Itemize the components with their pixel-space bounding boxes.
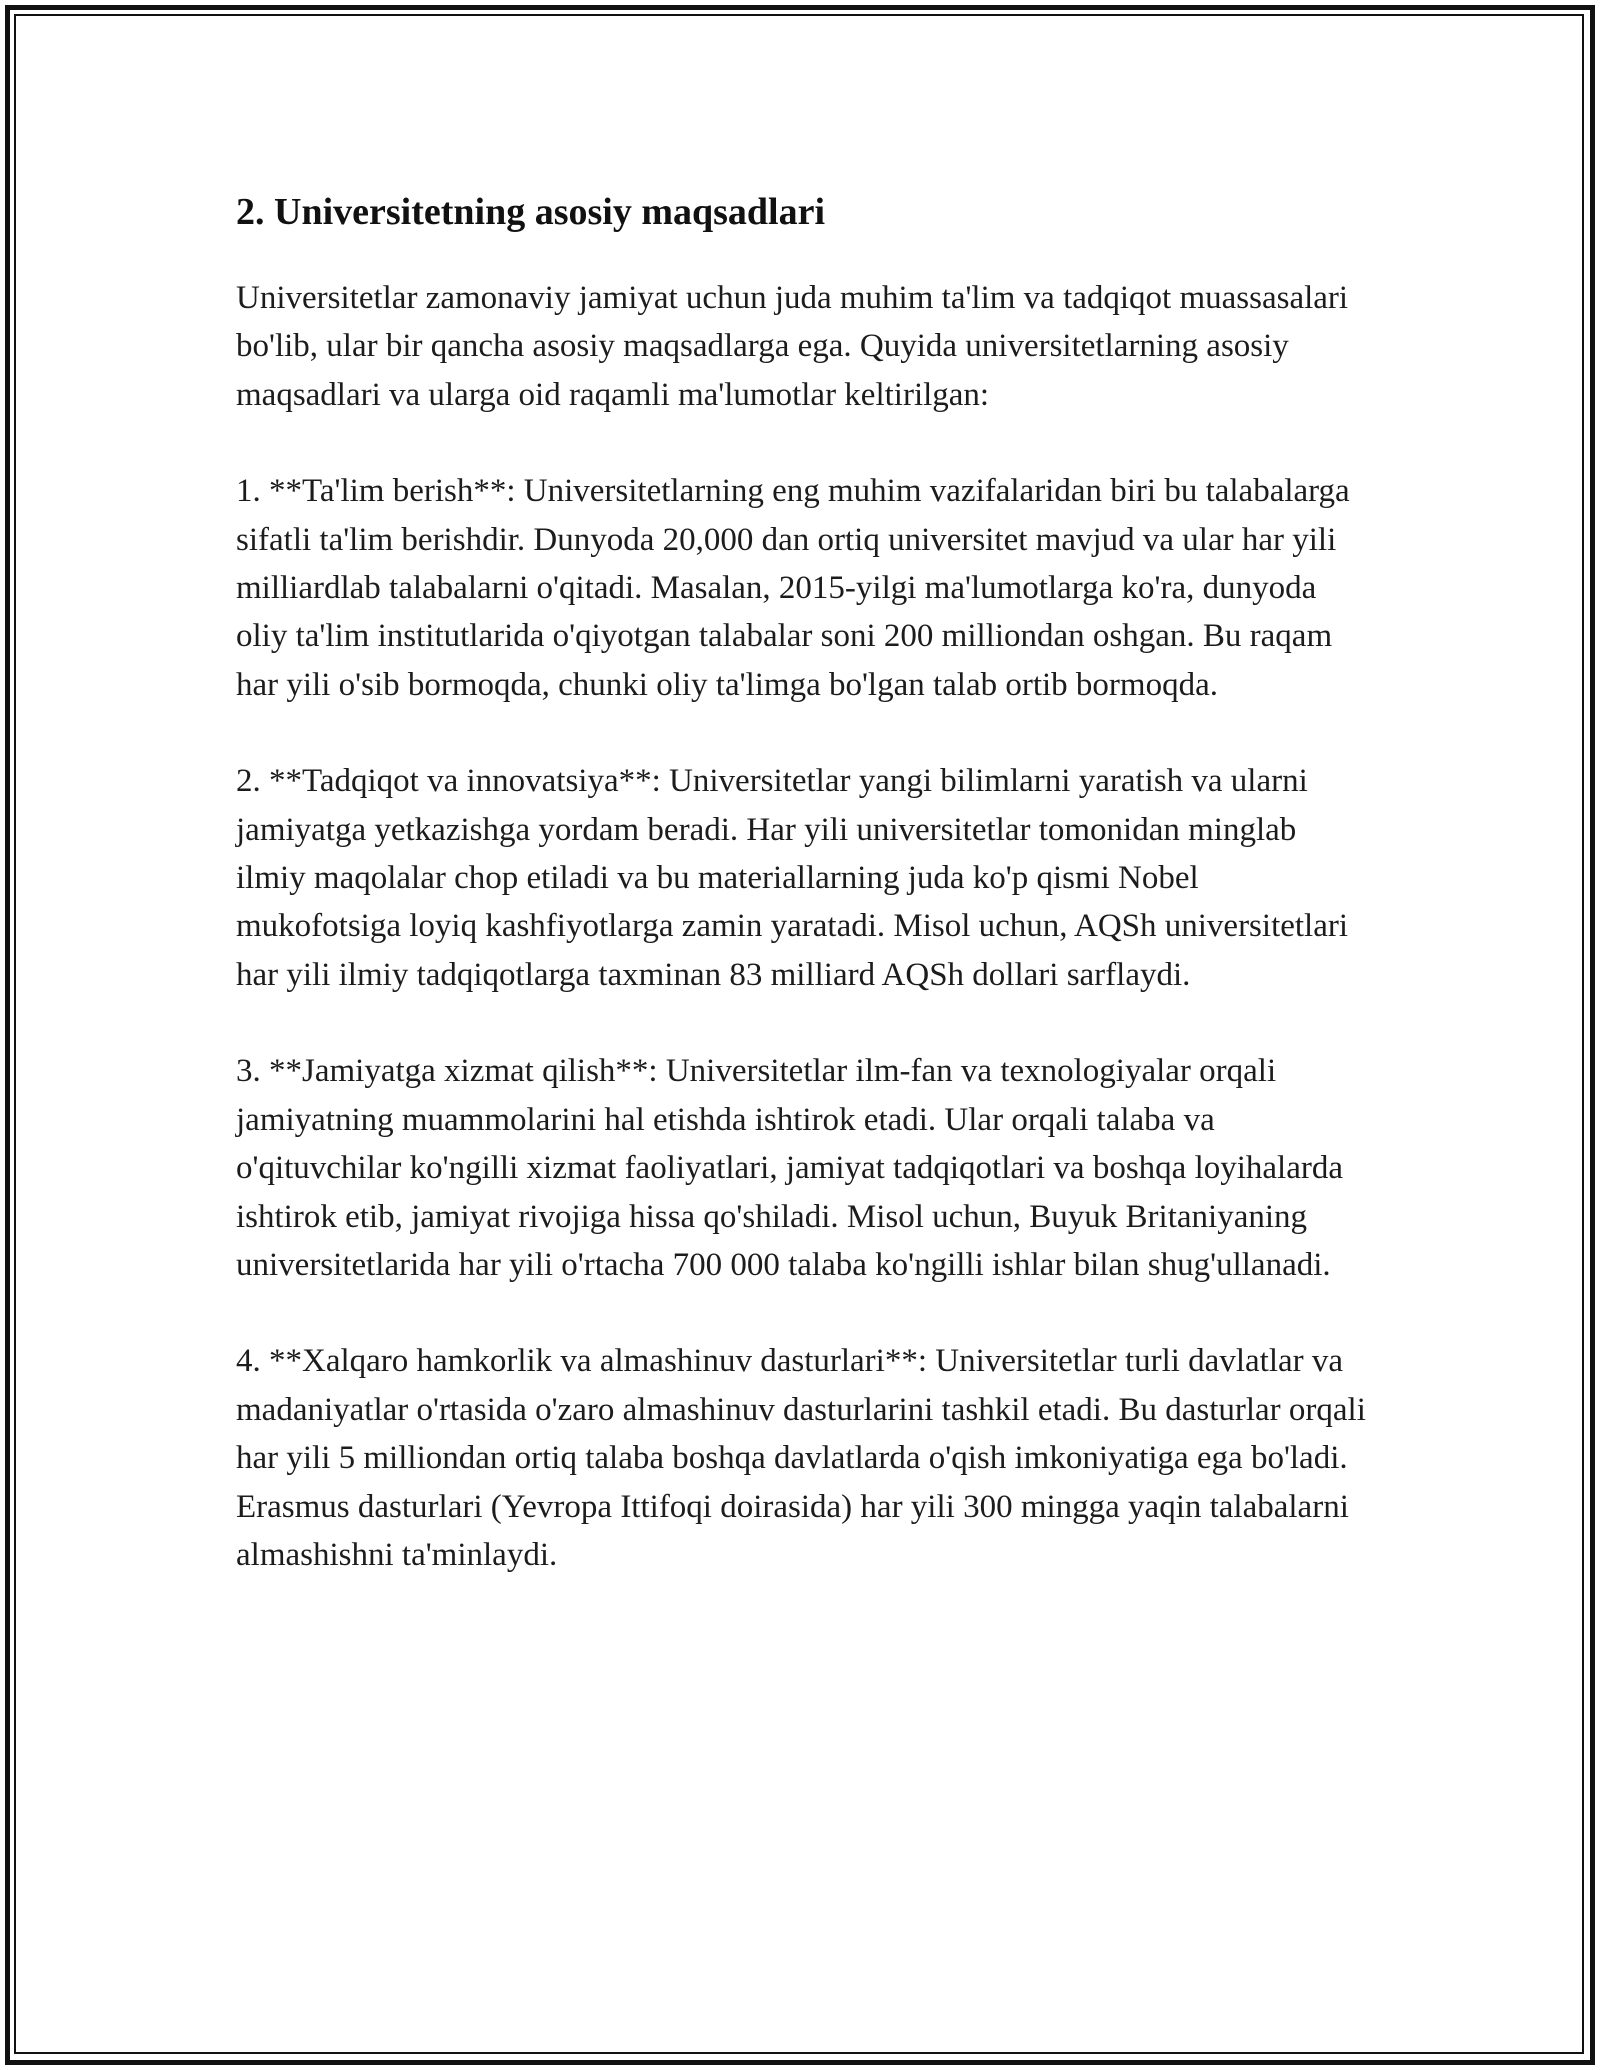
paragraph-education: 1. **Ta'lim berish**: Universitetlarning eng muhim vazifalaridan biri bu talabalarga sifatli ta'lim berishdir. Dunyoda 20,000 dan ortiq universitet mavjud va ular har yili milliardlab talabalarni o'qitadi. Masalan, 2015-yilgi ma'lumotlarga ko'ra, dunyoda oliy ta'lim institutlarida o'qiyotgan talabalar soni 200 milliondan oshgan. Bu raqam har yili o'sib bormoqda, chunki oliy ta'limga bo'lgan talab ortib bormoqda. bbox=[236, 473, 1350, 703]
paragraph-community-service: 3. **Jamiyatga xizmat qilish**: Universitetlar ilm-fan va texnologiyalar orqali jamiyatning muammolarini hal etishda ishtirok etadi. Ular orqali talaba va o'qituvchilar ko'ngilli xizmat faoliyatlari, jamiyat tadqiqotlari va boshqa loyihalarda ishtirok etib, jamiyat rivojiga hissa qo'shiladi. Misol uchun, Buyuk Britaniyaning universitetlarida har yili o'rtacha 700 000 talaba ko'ngilli ishlar bilan shug'ullanadi. bbox=[236, 1053, 1343, 1283]
intro-paragraph: Universitetlar zamonaviy jamiyat uchun juda muhim ta'lim va tadqiqot muassasalari bo'lib, ular bir qancha asosiy maqsadlarga ega. Quyida universitetlarning asosiy maqsadlari va ularga oid raqamli ma'lumotlar keltirilgan: bbox=[236, 280, 1349, 413]
document-body bbox=[236, 186, 1368, 1627]
paragraph-international-cooperation: 4. **Xalqaro hamkorlik va almashinuv dasturlari**: Universitetlar turli davlatlar va madaniyatlar o'rtasida o'zaro almashinuv dasturlarini tashkil etadi. Bu dasturlar orqali har yili 5 milliondan ortiq talaba boshqa davlatlarda o'qish imkoniyatiga ega bo'ladi. Erasmus dasturlari (Yevropa Ittifoqi doirasida) har yili 300 mingga yaqin talabalarni almashishni ta'minlaydi. bbox=[236, 1343, 1366, 1573]
section-heading: 2. Universitetning asosiy maqsadlari bbox=[236, 191, 826, 233]
paragraph-research: 2. **Tadqiqot va innovatsiya**: Universitetlar yangi bilimlarni yaratish va ularni jamiyatga yetkazishga yordam beradi. Har yili universitetlar tomonidan minglab ilmiy maqolalar chop etiladi va bu materiallarning juda ko'p qismi Nobel mukofotsiga loyiq kashfiyotlarga zamin yaratadi. Misol uchun, AQSh universitetlari har yili ilmiy tadqiqotlarga taxminan 83 milliard AQSh dollari sarflaydi. bbox=[236, 763, 1349, 993]
